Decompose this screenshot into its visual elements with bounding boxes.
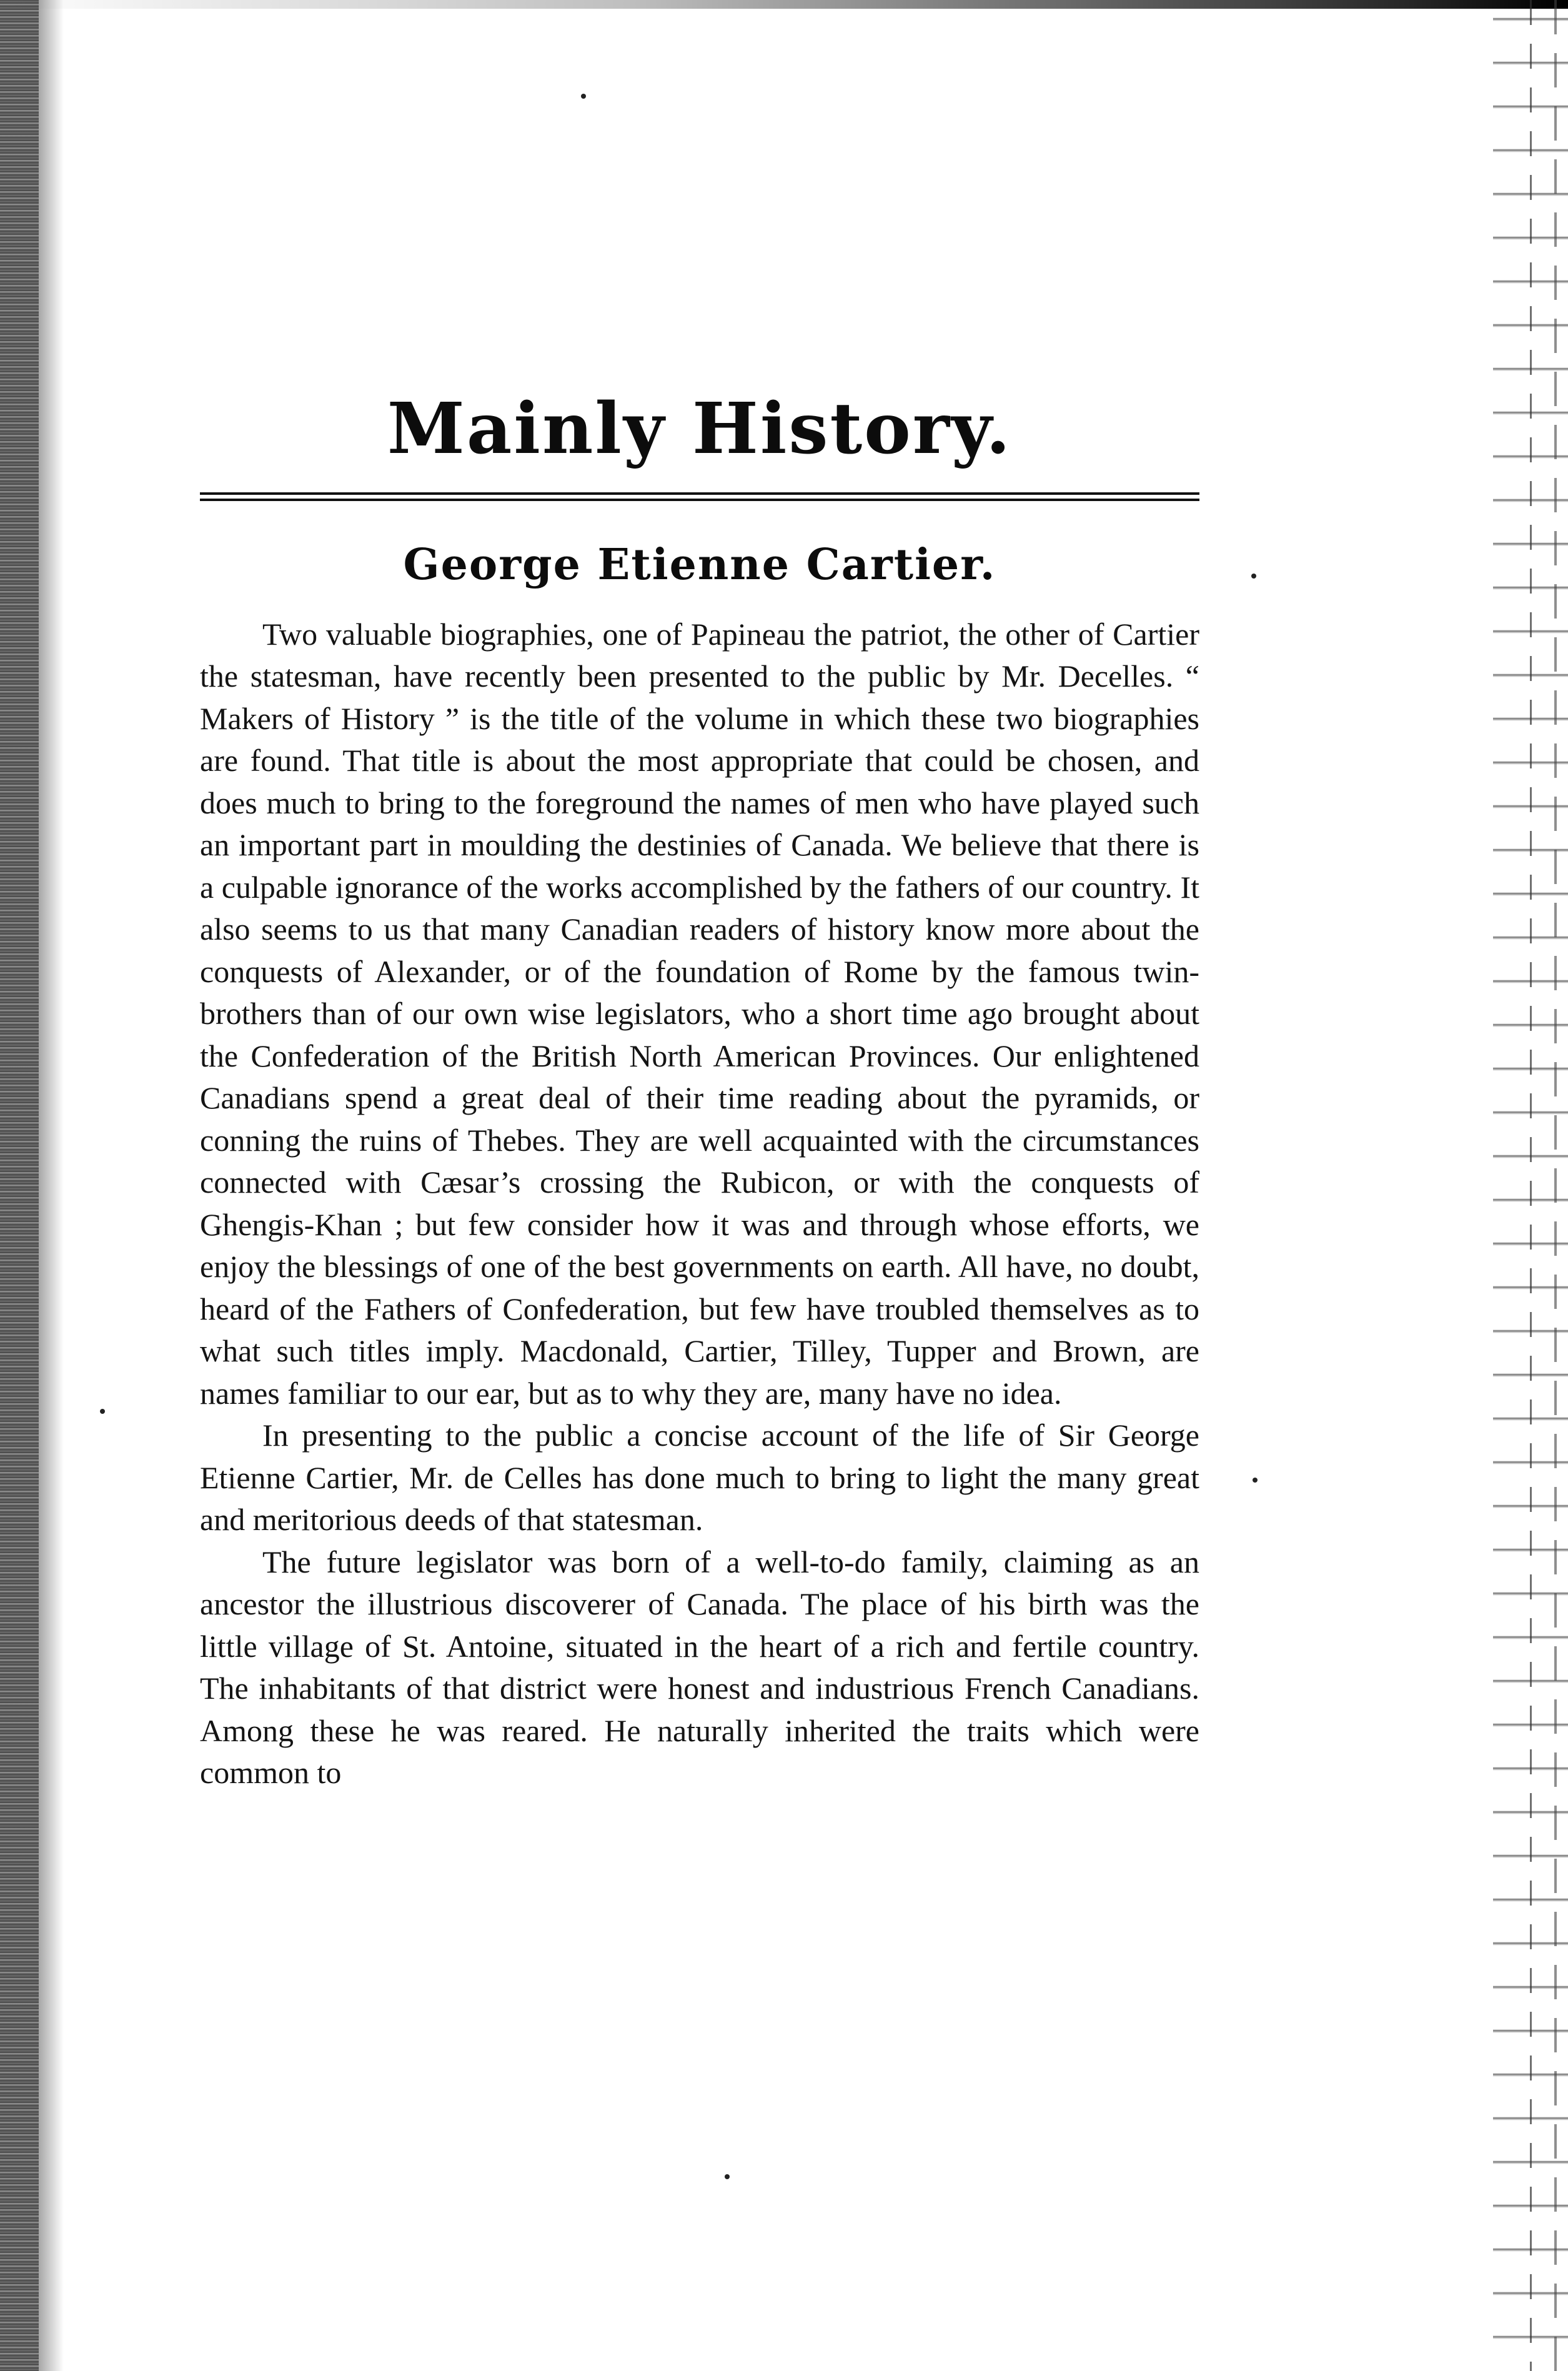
- scan-left-edge: [0, 0, 39, 2371]
- article-body: [200, 614, 1199, 1794]
- scan-speck: [100, 1409, 105, 1414]
- paragraph: The future legislator was born of a well-to-do family, claiming as an ancestor the illustrious discoverer of Canada. The place of his birth was the little village of St. Antoine, situated in the heart of a rich and fertile country. The inhabitants of that district were honest and industrious French Canadians. Among these he was reared. He naturally inherited the traits which were common to: [200, 1544, 1199, 1791]
- scan-top-edge: [0, 0, 1568, 9]
- page-title: Mainly History.: [387, 388, 1013, 470]
- paragraph: Two valuable biographies, one of Papineau the patriot, the other of Cartier the statesman, have recently been presented to the public by Mr. Decelles. “ Makers of History ” is the title of the volume in which these two biographies are found. That title is about the most appropriate that could be chosen, and does much to bring to the foreground the names of men who have played such an important part in moulding the destinies of Canada. We believe that there is a culpable ignorance of the works accomplished by the fathers of our country. It also seems to us that many Canadian readers of history know more about the conquests of Alexander, or of the foundation of Rome by the famous twin-brothers than of our own wise legislators, who a short time ago brought about the Confederation of the British North American Provinces. Our enlightened Canadians spend a great deal of their time reading about the pyramids, or conning the ruins of Thebes. They are well acquainted with the circumstances connected with Cæsar’s crossing the Rubicon, or with the conquests of Ghengis-Khan ; but few consider how it was and through whose efforts, we enjoy the blessings of one of the best governments on earth. All have, no doubt, heard of the Fathers of Confederation, but few have troubled themselves as to what such titles imply. Macdonald, Cartier, Tilley, Tupper and Brown, are names familiar to our ear, but as to why they are, many have no idea.: [200, 616, 1199, 1411]
- scan-right-line-outer: [1554, 0, 1557, 2371]
- scan-left-shadow: [39, 0, 64, 2371]
- scan-speck: [1251, 574, 1256, 579]
- scan-right-line: [1530, 0, 1532, 2371]
- scan-speck: [725, 2174, 730, 2179]
- section-title: George Etienne Cartier.: [403, 540, 996, 590]
- document-page: [200, 387, 1199, 1794]
- title-double-rule: [200, 492, 1199, 501]
- scan-speck: [581, 94, 586, 99]
- paragraph: In presenting to the public a concise account of the life of Sir George Etienne Cartier, Mr. de Celles has done much to bring to light the many great and meritorious deeds of that statesman.: [200, 1418, 1199, 1538]
- scan-speck: [1253, 1478, 1258, 1483]
